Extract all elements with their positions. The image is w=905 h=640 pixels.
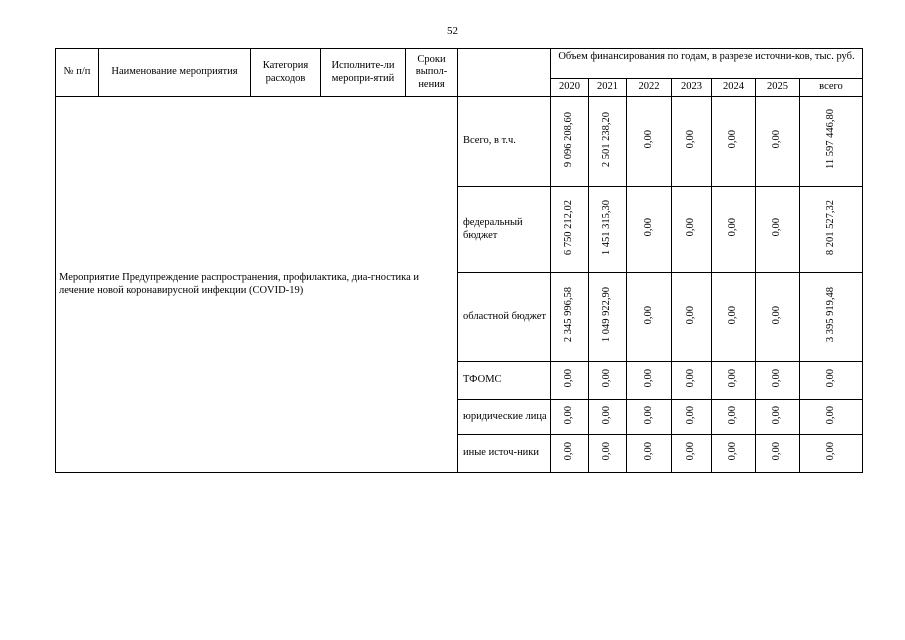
funding-table [55, 48, 863, 473]
header-source [458, 49, 551, 97]
header-category: Категория расходов [251, 49, 321, 97]
value-cell: 8 201 527,32 [824, 199, 836, 256]
value-cell: 0,00 [727, 442, 739, 461]
value-cell: 11 597 446,80 [824, 109, 836, 170]
value-cell: 0,00 [642, 405, 654, 425]
value-cell: 0,00 [824, 405, 836, 425]
source-label: иные источ-ники [458, 435, 551, 473]
header-name: Наименование мероприятия [99, 49, 251, 97]
value-cell: 0,00 [727, 369, 739, 388]
header-num: № п/п [56, 49, 99, 97]
value-cell: 0,00 [685, 442, 697, 461]
value-cell: 0,00 [563, 369, 575, 388]
value-cell: 9 096 208,60 [563, 111, 575, 168]
source-label: областной бюджет [458, 273, 551, 362]
measure-name: Мероприятие Предупреждение распространения, профилактика, диа-гностика и лечение новой коронавирусной инфекции (COVID-19) [56, 97, 458, 473]
year-2025: 2025 [756, 79, 800, 97]
value-cell: 0,00 [824, 442, 836, 461]
year-2024: 2024 [712, 79, 756, 97]
year-2020: 2020 [551, 79, 589, 97]
value-cell: 0,00 [727, 218, 739, 237]
value-cell: 0,00 [685, 130, 697, 149]
year-2023: 2023 [672, 79, 712, 97]
header-executors: Исполните-ли меропри-ятий [321, 49, 406, 97]
value-cell: 0,00 [642, 305, 654, 325]
value-cell: 0,00 [601, 442, 613, 461]
source-label: ТФОМС [458, 362, 551, 400]
value-cell: 0,00 [685, 369, 697, 388]
year-2022: 2022 [627, 79, 672, 97]
value-cell: 3 395 919,48 [824, 287, 836, 343]
value-cell: 0,00 [771, 130, 783, 149]
value-cell: 0,00 [727, 305, 739, 325]
value-cell: 0,00 [642, 442, 654, 461]
value-cell: 0,00 [824, 369, 836, 388]
value-cell: 2 345 996,58 [563, 287, 575, 343]
value-cell: 1 049 922,90 [601, 287, 613, 343]
value-cell: 0,00 [771, 305, 783, 325]
value-cell: 0,00 [563, 442, 575, 461]
year-2021: 2021 [589, 79, 627, 97]
value-cell: 0,00 [685, 305, 697, 325]
value-cell: 2 501 238,20 [601, 111, 613, 168]
value-cell: 0,00 [601, 369, 613, 388]
page-number: 52 [447, 25, 458, 37]
value-cell: 0,00 [771, 405, 783, 425]
value-cell: 0,00 [727, 405, 739, 425]
value-cell: 0,00 [642, 130, 654, 149]
source-label: федеральный бюджет [458, 187, 551, 273]
value-cell: 0,00 [771, 442, 783, 461]
value-cell: 0,00 [685, 405, 697, 425]
value-cell: 0,00 [771, 369, 783, 388]
value-cell: 1 451 315,30 [601, 199, 613, 256]
value-cell: 0,00 [601, 405, 613, 425]
value-cell: 6 750 212,02 [563, 199, 575, 256]
year-total: всего [800, 79, 863, 97]
value-cell: 0,00 [563, 405, 575, 425]
value-cell: 0,00 [685, 218, 697, 237]
value-cell: 0,00 [642, 369, 654, 388]
header-funding: Объем финансирования по годам, в разрезе источни-ков, тыс. руб. [551, 49, 863, 79]
value-cell: 0,00 [727, 130, 739, 149]
source-label: Всего, в т.ч. [458, 97, 551, 187]
header-terms: Сроки выпол-нения [406, 49, 458, 97]
value-cell: 0,00 [642, 218, 654, 237]
table-row [56, 97, 863, 187]
value-cell: 0,00 [771, 218, 783, 237]
source-label: юридические лица [458, 400, 551, 435]
